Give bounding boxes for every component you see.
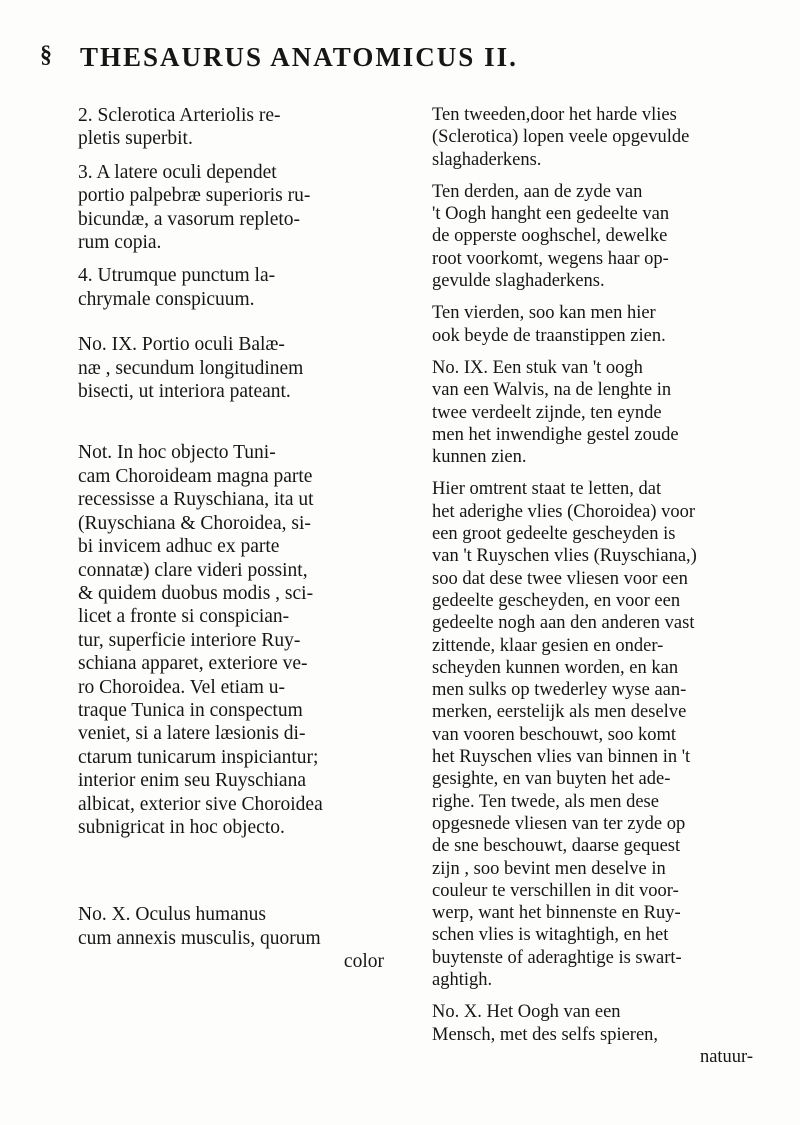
latin-item-x [58,903,388,973]
text-line: de opperste ooghschel, dewelke [432,226,668,247]
text-line: righe. Ten twede, als men dese [432,791,659,812]
text-line: connatæ) clare videri possint, [78,559,308,581]
text-line: kunnen zien. [432,447,527,468]
text-line: het aderighe vlies (Choroidea) voor [432,501,696,522]
latin-item-4 [58,264,388,311]
text-line: pletis superbit. [78,128,193,150]
text-line: 't Oogh hanght een gedeelte van [432,204,670,225]
text-line: couleur te verschillen in dit voor- [432,880,679,901]
text-line: subnigricat in hoc objecto. [78,816,285,838]
text-line: ctarum tunicarum inspiciantur; [78,746,319,768]
text-line: zijn , soo bevint men deselve in [432,858,666,879]
text-line: No. X. Oculus humanus [78,904,266,926]
text-line: chrymale conspicuum. [78,288,255,310]
text-line: men sulks op twederley wyse aan- [432,680,687,701]
dutch-item-4 [412,302,757,347]
text-line: Mensch, met des selfs spieren, [432,1024,659,1045]
text-line: cam Choroideam magna parte [78,465,313,487]
text-line: cum annexis musculis, quorum [78,927,321,949]
text-line: soo dat dese twee vliesen voor een [432,568,688,589]
text-line: scheyden kunnen worden, en kan [432,657,679,678]
running-title: THESAURUS ANATOMICUS II. [80,42,518,72]
dutch-item-2 [412,104,757,171]
text-line: tur, superficie interiore Ruy- [78,629,301,651]
text-line: werp, want het binnenste en Ruy- [432,903,681,924]
latin-item-ix [58,333,388,403]
catchword: natuur- [699,1046,753,1067]
text-line: No. IX. Een stuk van 't oogh [432,357,643,378]
latin-note [58,441,388,839]
text-line: Not. In hoc objecto Tuni- [78,442,276,464]
text-line: van een Walvis, na de lenghte in [432,380,672,401]
text-line: 2. Sclerotica Arteriolis re- [78,105,281,126]
dutch-item-x [412,1001,757,1068]
text-line: slaghaderkens. [432,149,542,170]
text-line: bisecti, ut interiora pateant. [78,381,291,403]
text-line: een groot gedeelte gescheyden is [432,524,676,545]
text-line: 3. A latere oculi dependet [78,161,277,183]
text-line: het Ruyschen vlies van binnen in 't [432,747,691,768]
dutch-note [412,478,757,991]
text-line: (Ruyschiana & Choroidea, si- [78,512,311,534]
text-line: Ten derden, aan de zyde van [432,181,643,202]
text-line: van vooren beschouwt, soo komt [432,724,677,745]
text-line: interior enim seu Ruyschiana [78,770,306,792]
text-line: buytenste of aderaghtige is swart- [432,947,682,968]
text-line: schen vlies is witaghtigh, en het [432,925,669,946]
text-line: ook beyde de traanstippen zien. [432,325,666,346]
text-line: recessisse a Ruyschiana, ita ut [78,489,314,511]
text-line: gedeelte gescheyden, en voor een [432,590,681,611]
text-line: men het inwendighe gestel zoude [432,424,679,445]
text-line: van 't Ruyschen vlies (Ruyschiana,) [432,546,697,567]
latin-item-2 [58,104,388,151]
text-line: gedeelte nogh aan den anderen vast [432,613,695,634]
latin-item-3 [58,161,388,255]
text-line: No. IX. Portio oculi Balæ- [78,334,285,356]
dutch-item-3 [412,181,757,292]
text-line: bicundæ, a vasorum repleto- [78,208,301,230]
text-line: Hier omtrent staat te letten, dat [432,479,662,500]
text-line: twee verdeelt zijnde, ten eynde [432,402,662,423]
text-line: root voorkomt, wegens haar op- [432,248,669,269]
text-line: (Sclerotica) lopen veele opgevulde [432,127,690,148]
page-header [40,42,760,80]
text-line: Ten vierden, soo kan men hier [432,303,656,324]
text-line: albicat, exterior sive Choroidea [78,793,323,815]
text-line: traque Tunica in conspectum [78,699,303,721]
latin-column [58,104,388,984]
text-line: veniet, si a latere læsionis di- [78,723,306,745]
text-line: opgesnede vliesen van ter zyde op [432,813,686,834]
text-line: aghtigh. [432,969,493,990]
text-line: 4. Utrumque punctum la- [78,265,276,287]
text-line: & quidem duobus modis , sci- [78,582,314,604]
text-line: Ten tweeden,door het harde vlies [432,105,677,125]
text-line: ro Choroidea. Vel etiam u- [78,676,286,698]
text-line: schiana apparet, exteriore ve- [78,653,308,675]
text-line: merken, eerstelijk als men deselve [432,702,687,723]
text-line: gevulde slaghaderkens. [432,271,605,292]
text-line: bi invicem adhuc ex parte [78,536,280,558]
text-line: zittende, klaar gesien en onder- [432,635,664,656]
catchword: color [343,951,384,973]
text-line: gesighte, en van buyten het ade- [432,769,671,790]
dutch-item-ix [412,357,757,468]
text-line: licet a fronte si conspician- [78,606,290,628]
text-line: næ , secundum longitudinem [78,357,304,379]
dutch-column [412,104,757,1078]
text-line: No. X. Het Oogh van een [432,1002,621,1023]
text-line: portio palpebræ superioris ru- [78,185,311,207]
text-line: rum copia. [78,232,162,254]
text-line: de sne beschouwt, daarse gequest [432,836,681,857]
section-mark: § [40,42,52,68]
